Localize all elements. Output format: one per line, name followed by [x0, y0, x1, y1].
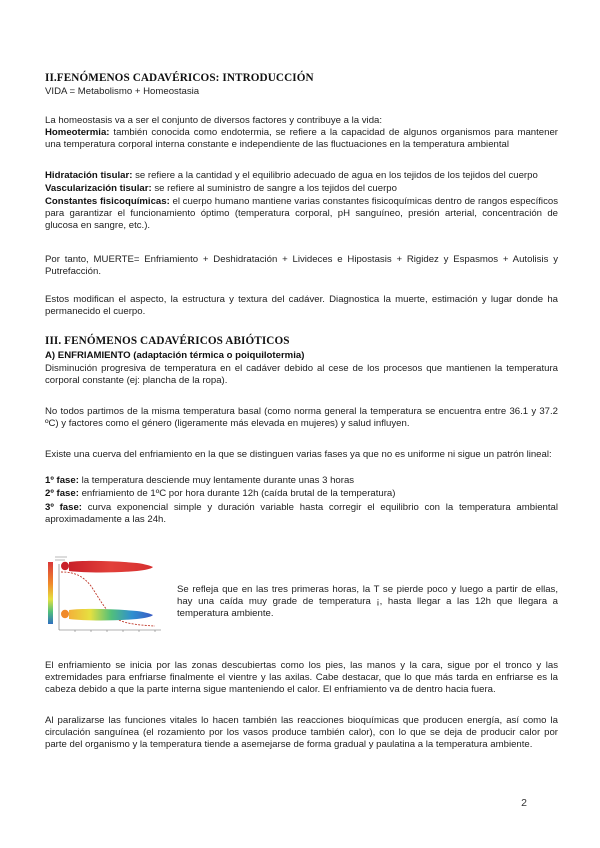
phase-text: la temperatura desciende muy lentamente durante unas 3 horas [78, 475, 355, 486]
phase-2 [45, 488, 558, 500]
phase-3 [45, 502, 558, 526]
enfriamiento-definition: Disminución progresiva de temperatura en el cadáver debido al cese de los procesos que mantienen la temperatura corporal constante (ej: plancha de la ropa). [45, 363, 558, 387]
modifican-paragraph: Estos modifican el aspecto, la estructura y textura del cadáver. Diagnostica la muerte, estimación y lugar donde ha permanecido el cuerpo. [45, 294, 558, 318]
definition-text: se refiere a la cantidad y el equilibrio adecuado de agua en los tejidos de los tejidos del cuerpo [132, 170, 538, 181]
definition-text: el cuerpo humano mantiene varias constantes fisicoquímicas dentro de rangos específicos para garantizar el funcionamiento óptimo (temperatura corporal, pH sanguíneo, presión arterial, concentración de glucosa en sangre, etc.). [45, 196, 558, 232]
subheading-text: A) ENFRIAMIENTO (adaptación térmica o poiquilotermia) [45, 350, 305, 361]
vida-formula: VIDA = Metabolismo + Homeostasia [45, 86, 200, 97]
definition-homeotermia [45, 127, 558, 151]
term-constantes: Constantes fisicoquímicas: [45, 196, 170, 207]
definition-text: se refiere al suministro de sangre a los tejidos del cuerpo [151, 183, 397, 194]
term-vascularizacion: Vascularización tisular: [45, 183, 152, 194]
phase-text: curva exponencial simple y duración variable hasta corregir el equilibrio con la temperatura ambiental aproximadamente a las 24h. [45, 502, 559, 526]
phase-text: enfriamiento de 1ºC por hora durante 12h (caída brutal de la temperatura) [78, 488, 396, 499]
enfriamiento-zonas-paragraph: El enfriamiento se inicia por las zonas descubiertas como los pies, las manos y la cara, sigue por el tronco y las extremidades para enfriarse finalmente el vientre y las axilas. Cabe destacar, que lo que más tarda en enfriarse es la cabeza debido a que la parte interna sigue manteniendo el calor. El enfriamiento va de dentro hacia fuera. [45, 660, 558, 696]
definition-constantes [45, 196, 558, 233]
definition-hidratacion [45, 170, 558, 182]
definition-text: también conocida como endotermia, se refiere a la capacidad de algunos organismos para mantener una temperatura corporal interna constante e independiente de las fluctuaciones en la temperatura ambiental [45, 127, 558, 151]
figure-caption: Se refleja que en las tres primeras horas, la T se pierde poco y luego a partir de ellas, hay una caída muy grade de temperatura ¡, hasta llegar a las 12h que llegara a temperatura ambiente. [177, 583, 558, 620]
section-heading-fenomenos-intro: II.FENÓMENOS CADAVÉRICOS: INTRODUCCIÓN [45, 72, 314, 84]
funciones-vitales-paragraph: Al paralizarse las funciones vitales lo hacen también las reacciones bioquímicas que producen energía, así como la circulación sanguínea (el rozamiento por los vasos produce también calor), con lo que se deja de producir calor por parte del organismo y la temperatura tiende a asemejarse de forma gradual y paulatina a la temperatura ambiente. [45, 715, 558, 751]
page-number: 2 [521, 797, 527, 809]
temperatura-basal-paragraph: No todos partimos de la misma temperatura basal (como norma general la temperatura se encuentra entre 36.1 y 37.2 ºC) y factores como el género (ligeramente más elevada en mujeres) y salud influyen. [45, 406, 558, 430]
definition-vascularizacion [45, 183, 558, 195]
phase-1 [45, 475, 558, 487]
phase-term: 1º fase: [45, 475, 79, 486]
section-heading-abioticos: III. FENÓMENOS CADAVÉRICOS ABIÓTICOS [45, 335, 290, 347]
warm-body-illustration [61, 561, 153, 573]
curva-paragraph: Existe una cuerva del enfriamiento en la que se distinguen varias fases ya que no es uniforme ni sigue un patrón lineal: [45, 449, 552, 460]
cooling-curve-figure [45, 552, 165, 644]
muerte-formula: Por tanto, MUERTE= Enfriamiento + Deshidratación + Livideces e Hipostasis + Rigidez y Espasmos + Autolisis y Putrefacción. [45, 254, 558, 278]
cold-body-illustration [61, 609, 153, 621]
term-homeotermia: Homeotermia: [45, 127, 110, 138]
homeostasis-intro: La homeostasis va a ser el conjunto de diversos factores y contribuye a la vida: [45, 115, 383, 126]
subheading-enfriamiento [45, 350, 558, 362]
term-hidratacion: Hidratación tisular: [45, 170, 133, 181]
phase-term: 2º fase: [45, 488, 79, 499]
phase-term: 3º fase: [45, 502, 82, 513]
temperature-color-scale [48, 562, 53, 624]
